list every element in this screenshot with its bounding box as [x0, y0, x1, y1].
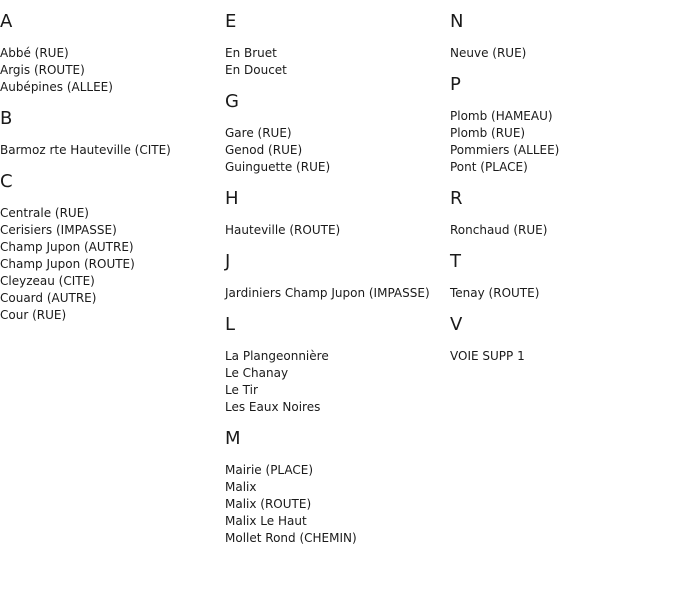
street-list: [450, 208, 675, 240]
street-link[interactable]: Gare (RUE): [225, 126, 292, 140]
street-list-item: [450, 348, 675, 365]
street-link[interactable]: Plomb (RUE): [450, 126, 526, 140]
street-link[interactable]: Cour (RUE): [0, 308, 67, 322]
street-list-item: [225, 285, 450, 302]
street-list: [450, 31, 675, 63]
street-list-item: [450, 222, 675, 239]
street-list-item: [0, 222, 220, 239]
street-link[interactable]: La Plangeonnière: [225, 349, 329, 363]
letter-group-e: [225, 0, 450, 80]
street-list-item: [0, 205, 220, 222]
street-list: [450, 94, 675, 177]
letter-group-a: [0, 0, 220, 97]
letter-heading: B: [0, 108, 13, 129]
street-list-item: [0, 79, 220, 96]
letter-heading: J: [225, 251, 231, 272]
letter-heading: E: [225, 11, 237, 32]
street-link[interactable]: Guinguette (RUE): [225, 160, 331, 174]
street-link[interactable]: Aubépines (ALLEE): [0, 80, 113, 94]
letter-heading: R: [450, 188, 463, 209]
street-list-item: [225, 222, 450, 239]
street-index-column-2: [225, 0, 450, 548]
street-list-item: [0, 307, 220, 324]
street-list-item: [450, 285, 675, 302]
street-link[interactable]: Malix (ROUTE): [225, 497, 312, 511]
letter-heading: G: [225, 91, 239, 112]
letter-heading: P: [450, 74, 461, 95]
street-list-item: [225, 462, 450, 479]
letter-group-c: [0, 160, 220, 325]
street-list: [225, 111, 450, 177]
street-list: [225, 208, 450, 240]
street-link[interactable]: Mairie (PLACE): [225, 463, 314, 477]
letter-group-r: [450, 177, 675, 240]
street-list-item: [225, 365, 450, 382]
street-link[interactable]: Pommiers (ALLEE): [450, 143, 560, 157]
street-list-item: [225, 382, 450, 399]
street-link[interactable]: Pont (PLACE): [450, 160, 528, 174]
letter-heading: V: [450, 314, 463, 335]
street-list: [225, 31, 450, 80]
letter-heading: N: [450, 11, 464, 32]
street-link[interactable]: Malix Le Haut: [225, 514, 307, 528]
letter-group-h: [225, 177, 450, 240]
street-list-item: [225, 348, 450, 365]
street-list: [450, 271, 675, 303]
street-link[interactable]: Champ Jupon (AUTRE): [0, 240, 134, 254]
street-link[interactable]: Tenay (ROUTE): [450, 286, 540, 300]
street-list-item: [0, 62, 220, 79]
street-list-item: [225, 530, 450, 547]
letter-group-t: [450, 240, 675, 303]
letter-heading: T: [450, 251, 461, 272]
letter-group-b: [0, 97, 220, 160]
letter-group-v: [450, 303, 675, 366]
street-list-item: [225, 159, 450, 176]
street-list-item: [225, 62, 450, 79]
street-link[interactable]: Barmoz rte Hauteville (CITE): [0, 143, 171, 157]
street-list-item: [0, 45, 220, 62]
letter-group-m: [225, 417, 450, 548]
street-list-item: [0, 273, 220, 290]
street-link[interactable]: Le Tir: [225, 383, 258, 397]
street-link[interactable]: Couard (AUTRE): [0, 291, 97, 305]
street-link[interactable]: Cleyzeau (CITE): [0, 274, 95, 288]
letter-heading: L: [225, 314, 236, 335]
street-link[interactable]: Abbé (RUE): [0, 46, 69, 60]
letter-heading: M: [225, 428, 241, 449]
street-list-item: [0, 239, 220, 256]
street-link[interactable]: Centrale (RUE): [0, 206, 89, 220]
street-link[interactable]: Genod (RUE): [225, 143, 303, 157]
street-list: [0, 128, 220, 160]
street-list: [0, 31, 220, 97]
letter-heading: C: [0, 171, 13, 192]
street-list: [225, 271, 450, 303]
street-list-item: [225, 125, 450, 142]
street-list: [225, 334, 450, 417]
street-link[interactable]: En Doucet: [225, 63, 287, 77]
letter-group-g: [225, 80, 450, 177]
street-list-item: [450, 142, 675, 159]
street-list-item: [0, 256, 220, 273]
street-link[interactable]: Jardiniers Champ Jupon (IMPASSE): [225, 286, 430, 300]
letter-group-j: [225, 240, 450, 303]
street-index-column-1: [0, 0, 220, 325]
letter-group-p: [450, 63, 675, 177]
street-list-item: [225, 45, 450, 62]
street-list: [225, 448, 450, 548]
street-list-item: [450, 108, 675, 125]
street-list-item: [225, 513, 450, 530]
street-link[interactable]: Argis (ROUTE): [0, 63, 85, 77]
street-index-column-3: [450, 0, 675, 366]
street-link[interactable]: Les Eaux Noires: [225, 400, 321, 414]
letter-group-l: [225, 303, 450, 417]
letter-heading: H: [225, 188, 239, 209]
street-list-item: [225, 496, 450, 513]
street-list-item: [225, 399, 450, 416]
street-link[interactable]: Le Chanay: [225, 366, 289, 380]
street-link[interactable]: Cerisiers (IMPASSE): [0, 223, 117, 237]
street-list-item: [225, 142, 450, 159]
street-list-item: [450, 125, 675, 142]
street-list-item: [450, 159, 675, 176]
street-list: [0, 191, 220, 325]
street-list-item: [450, 45, 675, 62]
street-link[interactable]: Malix: [225, 480, 257, 494]
street-list-item: [0, 142, 220, 159]
street-link[interactable]: Neuve (RUE): [450, 46, 527, 60]
street-link[interactable]: Hauteville (ROUTE): [225, 223, 341, 237]
street-link[interactable]: En Bruet: [225, 46, 277, 60]
street-list-item: [225, 479, 450, 496]
letter-heading: A: [0, 11, 13, 32]
street-link[interactable]: Ronchaud (RUE): [450, 223, 548, 237]
street-list-item: [0, 290, 220, 307]
street-link[interactable]: Plomb (HAMEAU): [450, 109, 553, 123]
street-link[interactable]: VOIE SUPP 1: [450, 349, 525, 363]
street-link[interactable]: Champ Jupon (ROUTE): [0, 257, 135, 271]
street-list: [450, 334, 675, 366]
letter-group-n: [450, 0, 675, 63]
street-link[interactable]: Mollet Rond (CHEMIN): [225, 531, 357, 545]
